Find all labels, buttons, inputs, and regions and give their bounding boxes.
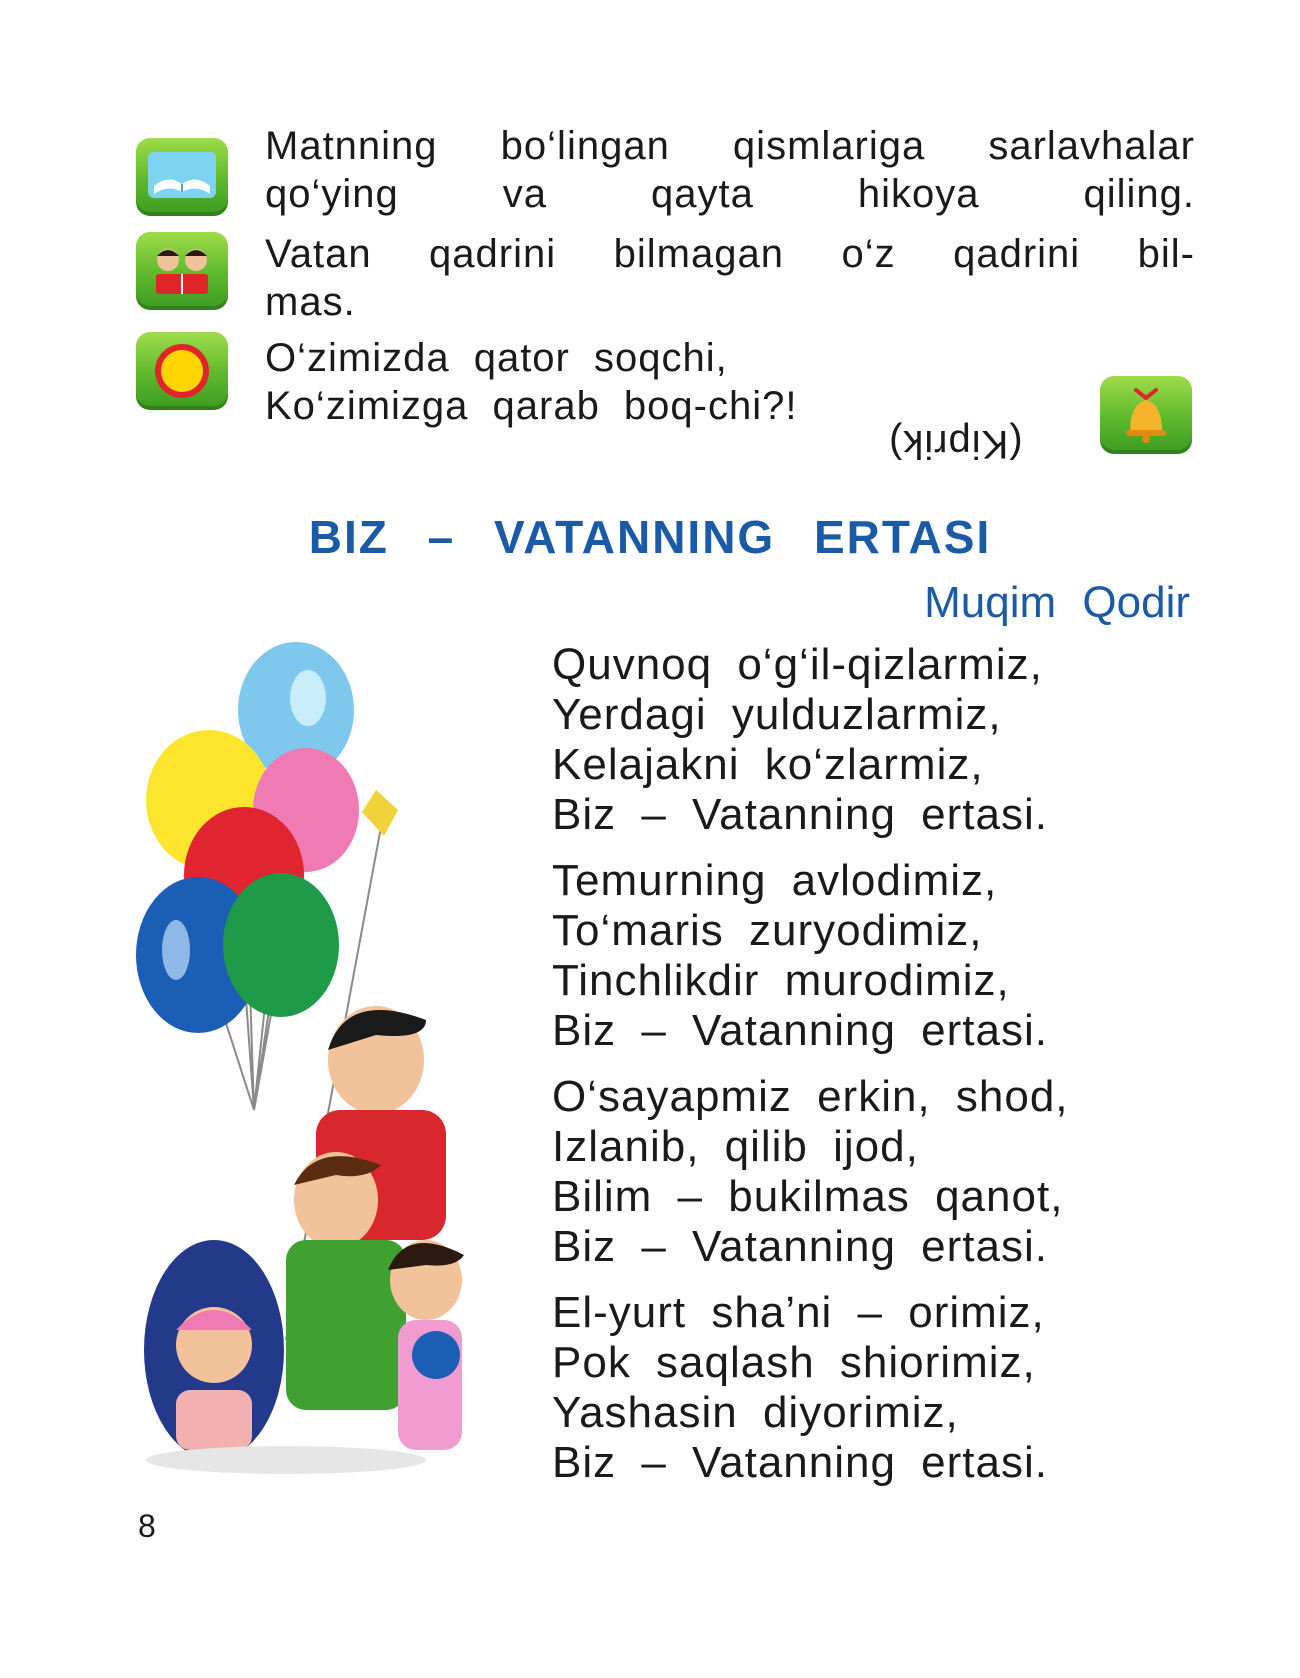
stanza-1: [552, 640, 1172, 840]
children-with-balloons-illustration: [136, 640, 476, 1485]
poem-line: Bilim – bukilmas qanot,: [552, 1172, 1064, 1221]
poem-line: Quvnoq o‘g‘il-qizlarmiz,: [552, 640, 1043, 689]
sun-circle-icon: [136, 332, 228, 410]
riddle-text: [265, 334, 905, 430]
bell-icon: [1100, 376, 1192, 454]
stanza-4: [552, 1288, 1172, 1488]
riddle-line-1: O‘zimizda qator soqchi,: [265, 336, 728, 380]
task-2-line-1: Vatan qadrini bilmagan o‘z qadrini bil-: [265, 232, 1195, 276]
poem-line: Kelajakni ko‘zlarmiz,: [552, 740, 984, 789]
poem-line: Yerdagi yulduzlarmiz,: [552, 690, 1002, 739]
poem-line: Biz – Vatanning ertasi.: [552, 1438, 1048, 1487]
poem-line: Tinchlikdir murodimiz,: [552, 956, 1010, 1005]
task-2-line-2: mas.: [265, 280, 356, 324]
poem-line: To‘maris zuryodimiz,: [552, 906, 983, 955]
poem-line: El-yurt sha’ni – orimiz,: [552, 1288, 1045, 1337]
task-2-text: [265, 230, 1195, 326]
poem-line: Biz – Vatanning ertasi.: [552, 790, 1048, 839]
poem-line: Temurning avlodimiz,: [552, 856, 998, 905]
poem-author: Muqim Qodir: [924, 578, 1190, 627]
reading-children-icon: [136, 232, 228, 310]
riddle-answer-inverted: (Kiprik): [888, 422, 1023, 466]
poem-body: [552, 640, 1172, 1504]
poem-line: Yashasin diyorimiz,: [552, 1388, 959, 1437]
page-number: 8: [138, 1508, 156, 1544]
stanza-3: [552, 1072, 1172, 1272]
stanza-2: [552, 856, 1172, 1056]
riddle-line-2: Ko‘zimizga qarab boq-chi?!: [265, 384, 798, 428]
poem-line: Biz – Vatanning ertasi.: [552, 1222, 1048, 1271]
poem-title: BIZ – VATANNING ERTASI: [308, 511, 992, 563]
task-1-text: Matnning bo‘lingan qismlariga sarlavhalar qo‘ying va qayta hikoya qiling.: [265, 124, 1195, 216]
poem-line: O‘sayapmiz erkin, shod,: [552, 1072, 1069, 1121]
open-book-icon: [136, 138, 228, 216]
poem-line: Izlanib, qilib ijod,: [552, 1122, 919, 1171]
poem-line: Pok saqlash shiorimiz,: [552, 1338, 1036, 1387]
poem-line: Biz – Vatanning ertasi.: [552, 1006, 1048, 1055]
